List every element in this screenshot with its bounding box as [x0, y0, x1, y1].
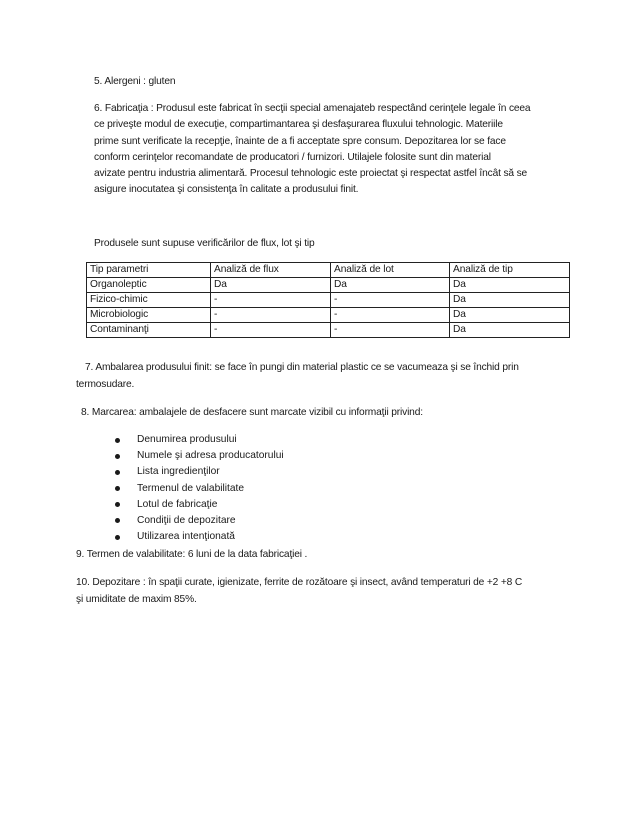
list-item-label: Lista ingredienţilor [137, 466, 220, 478]
fabrication-line: ce priveşte modul de execuţie, compartimantarea şi desfaşurarea fluxului tehnologic. Materiile [94, 119, 503, 131]
parameters-table [86, 262, 570, 338]
table-cell: Organoleptic [87, 278, 211, 293]
list-item [115, 497, 284, 513]
packaging-line-1: 7. Ambalarea produsului finit: se face în pungi din material plastic ce se vacumeaza şi se închid prin [85, 362, 519, 373]
table-header-cell: Tip parametri [87, 263, 211, 278]
table-cell: Da [450, 323, 570, 338]
bullet-icon [115, 518, 120, 523]
bullet-icon [115, 454, 120, 459]
fabrication-line: prime sunt verificate la recepţie, înainte de a fi acceptate spre consum. Depozitarea lor se face [94, 135, 506, 147]
marking-list [115, 432, 284, 545]
storage-line-1: 10. Depozitare : în spaţii curate, igienizate, ferrite de rozătoare şi insect, având temperaturi de +2 +8 C [76, 577, 523, 588]
table-cell: Da [211, 278, 331, 293]
list-item-label: Lotul de fabricaţie [137, 498, 218, 510]
list-item [115, 464, 284, 480]
fabrication-line: avizate pentru industria alimentară. Procesul tehnologic este proiectat şi respectat astfel încât să se [94, 168, 528, 180]
table-cell: Da [331, 278, 450, 293]
shelf-life-line: 9. Termen de valabilitate: 6 luni de la data fabricaţiei . [76, 549, 308, 560]
bullet-icon [115, 438, 120, 443]
table-cell: Fizico-chimic [87, 293, 211, 308]
table-header-cell: Analiză de tip [450, 263, 570, 278]
table-header-cell: Analiză de lot [331, 263, 450, 278]
list-item-label: Numele şi adresa producatorului [137, 450, 284, 462]
list-item [115, 481, 284, 497]
table-row [87, 308, 570, 323]
table-cell: - [331, 323, 450, 338]
list-item [115, 432, 284, 448]
table-cell: Da [450, 293, 570, 308]
table-header-row [87, 263, 570, 278]
table-cell: Microbiologic [87, 308, 211, 323]
list-item-label: Denumirea produsului [137, 434, 237, 445]
table-row [87, 293, 570, 308]
marking-intro: 8. Marcarea: ambalajele de desfacere sunt marcate vizibil cu informaţii privind: [81, 407, 423, 418]
allergens-line: 5. Alergeni : gluten [94, 76, 176, 87]
table-cell: - [331, 308, 450, 323]
storage-line-2: şi umiditate de maxim 85%. [76, 594, 197, 605]
table-header-cell: Analiză de flux [211, 263, 331, 278]
bullet-icon [115, 486, 120, 491]
bullet-icon [115, 535, 120, 540]
list-item [115, 448, 284, 464]
table-cell: Da [450, 308, 570, 323]
bullet-icon [115, 470, 120, 475]
bullet-icon [115, 502, 120, 507]
table-row [87, 323, 570, 338]
checks-intro: Produsele sunt supuse verificărilor de flux, lot şi tip [94, 238, 315, 249]
table-cell: Da [450, 278, 570, 293]
table-cell: Contaminanţi [87, 323, 211, 338]
table-cell: - [331, 293, 450, 308]
list-item-label: Utilizarea intenţionată [137, 531, 235, 543]
packaging-line-2: termosudare. [76, 379, 135, 390]
table-cell: - [211, 308, 331, 323]
fabrication-line: asigure inocutatea şi consistenţa în calitate a produsului finit. [94, 184, 359, 196]
list-item-label: Condiţii de depozitare [137, 514, 236, 526]
fabrication-paragraph [94, 101, 530, 199]
table-cell: - [211, 323, 331, 338]
list-item-label: Termenul de valabilitate [137, 482, 245, 494]
list-item [115, 529, 284, 545]
list-item [115, 513, 284, 529]
fabrication-line: conform cerinţelor recomandate de producatori / furnizori. Utilajele folosite sunt din material [94, 151, 491, 163]
table-cell: - [211, 293, 331, 308]
fabrication-line: 6. Fabricaţia : Produsul este fabricat în secţii special amenajateb respectând cerinţele legale în ceea [94, 103, 531, 114]
table-row [87, 278, 570, 293]
